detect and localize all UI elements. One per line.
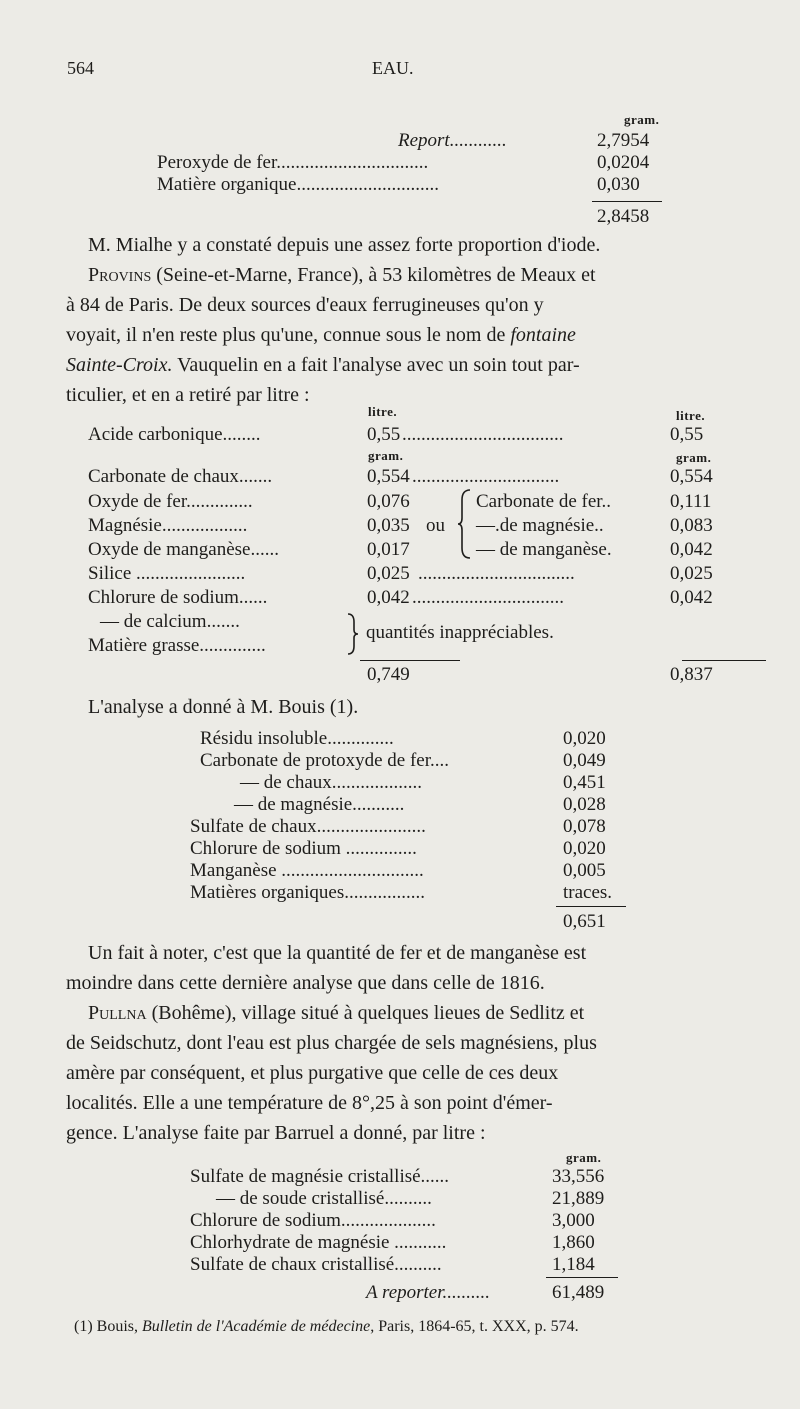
sum-rule <box>360 660 460 661</box>
table-row-value: 0,076 <box>367 491 410 512</box>
table-row-label: Matière organique.............................. <box>157 174 439 195</box>
sum-rule <box>556 906 626 907</box>
paragraph: M. Mialhe y a constaté depuis une assez forte proportion d'iode. <box>88 234 601 256</box>
sum-rule <box>682 660 766 661</box>
paragraph: moindre dans cette dernière analyse que dans celle de 1816. <box>66 972 545 994</box>
journal-title: Bulletin de l'Académie de médecine <box>142 1318 371 1335</box>
unit-label: litre. <box>368 404 398 419</box>
table-row-label: — de chaux................... <box>240 772 423 793</box>
place-name: Pullna <box>88 1002 147 1024</box>
table-row-label: Carbonate de fer.. <box>476 491 612 512</box>
footnote: (1) Bouis, Bulletin de l'Académie de médecine, Paris, 1864-65, t. XXX, p. 574. <box>74 1318 579 1335</box>
table-row-value: 0,035 <box>367 515 410 536</box>
table-row-value: 0,020 <box>563 838 606 859</box>
table-row-label: Chlorure de sodium...... <box>88 587 268 608</box>
table-total: 0,651 <box>563 911 606 932</box>
table-row-label: Peroxyde de fer................................ <box>157 152 429 173</box>
table-row-value: 0,083 <box>670 515 713 536</box>
table-row-label: Report............ <box>398 130 507 151</box>
table-row-value: 0,020 <box>563 728 606 749</box>
table-row-value: 0,55 <box>670 424 704 445</box>
table-row-value: 0,042 <box>367 587 410 608</box>
table-row-value: 0,078 <box>563 816 606 837</box>
table-row-value: 0,111 <box>670 491 712 512</box>
table-row-label: — de soude cristallisé.......... <box>216 1188 432 1209</box>
running-title: EAU. <box>372 58 414 78</box>
table-row-value: 3,000 <box>552 1210 595 1231</box>
table-row-label: —.de magnésie.. <box>476 515 604 536</box>
table-row-label: Chlorure de sodium ............... <box>190 838 417 859</box>
unit-label: gram. <box>676 450 712 465</box>
sum-rule <box>592 201 662 202</box>
table-row-value: 0,554 <box>367 466 410 487</box>
table-row-value: 1,860 <box>552 1232 595 1253</box>
table-row-label: Magnésie.................. <box>88 515 248 536</box>
table-row-label: Sulfate de magnésie cristallisé...... <box>190 1166 450 1187</box>
table-row-value: 2,7954 <box>597 130 650 151</box>
table-row-label: Matière grasse.............. <box>88 635 266 656</box>
table-row-label: Matières organiques................. <box>190 882 425 903</box>
table-row-label: Chlorhydrate de magnésie ........... <box>190 1232 447 1253</box>
brace-icon <box>346 612 360 656</box>
carry-forward-value: 61,489 <box>552 1282 605 1303</box>
table-row-value: 0,028 <box>563 794 606 815</box>
table-row-value: 0,005 <box>563 860 606 881</box>
table-row-value: 0,042 <box>670 539 713 560</box>
table-row-value: 0,042 <box>670 587 713 608</box>
unit-label: gram. <box>368 448 404 463</box>
table-row-value: 1,184 <box>552 1254 595 1275</box>
carry-forward-label: A reporter.......... <box>366 1282 491 1303</box>
or-word: ou <box>426 515 445 536</box>
table-row-label: Silice ....................... <box>88 563 246 584</box>
table-row-value: 0,025 <box>367 563 410 584</box>
table-row-label: Sulfate de chaux cristallisé.......... <box>190 1254 442 1275</box>
place-name: Provins <box>88 264 152 286</box>
table-row-value: 0,025 <box>670 563 713 584</box>
table-total: 2,8458 <box>597 206 650 227</box>
table-row-value: traces. <box>563 882 613 903</box>
table-row-label: Oxyde de fer.............. <box>88 491 253 512</box>
table-row-label: — de calcium....... <box>100 611 240 632</box>
table-row-value: 21,889 <box>552 1188 605 1209</box>
brace-icon <box>458 488 472 560</box>
table-row-value: 33,556 <box>552 1166 605 1187</box>
table-row-value: 0,55 <box>367 424 401 445</box>
paragraph: Un fait à noter, c'est que la quantité de fer et de manganèse est <box>88 942 587 964</box>
unit-label: litre. <box>676 408 706 423</box>
table-row-value: 0,451 <box>563 772 606 793</box>
sum-rule <box>546 1277 618 1278</box>
table-total: 0,837 <box>670 664 713 685</box>
table-row-label: Sulfate de chaux....................... <box>190 816 426 837</box>
table-row-label: Acide carbonique........ <box>88 424 261 445</box>
table-row-label: Oxyde de manganèse...... <box>88 539 279 560</box>
table-row-label: Résidu insoluble.............. <box>200 728 394 749</box>
table-row-label: Manganèse .............................. <box>190 860 424 881</box>
table-row-value: 0,049 <box>563 750 606 771</box>
table-row-label: Carbonate de chaux....... <box>88 466 273 487</box>
table-row-label: — de magnésie........... <box>234 794 405 815</box>
table-row-label: Chlorure de sodium.................... <box>190 1210 436 1231</box>
table-total: 0,749 <box>367 664 410 685</box>
table-row-label: — de manganèse. <box>476 539 612 560</box>
table-row-value: 0,030 <box>597 174 640 195</box>
table-row-label: Carbonate de protoxyde de fer.... <box>200 750 450 771</box>
paragraph: L'analyse a donné à M. Bouis (1). <box>88 696 359 718</box>
table-row-value: 0,0204 <box>597 152 650 173</box>
table-row-value: 0,554 <box>670 466 713 487</box>
inappreciable-note: quantités inappréciables. <box>366 622 554 643</box>
page-number: 564 <box>67 58 94 78</box>
unit-label: gram. <box>566 1150 602 1165</box>
unit-label: gram. <box>624 112 660 127</box>
table-row-value: 0,017 <box>367 539 410 560</box>
